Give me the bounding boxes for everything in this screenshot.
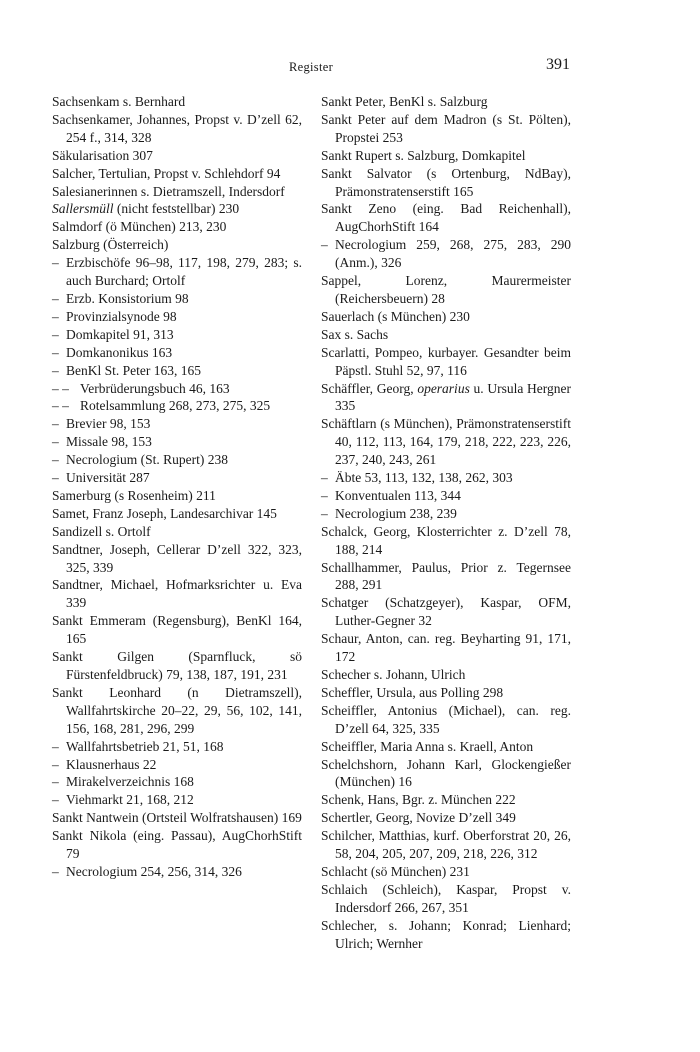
page-number: 391 — [546, 56, 570, 73]
entry-text: Brevier 98, 153 — [66, 416, 151, 432]
entry-text: Schäftlarn (s München), Prämonstratenserstift 40, 112, 113, 164, 179, 218, 222, 223, 226, 237, 240, 243, 261 — [321, 416, 571, 468]
subentry-dash: – — [52, 416, 59, 432]
index-entry — [321, 380, 571, 416]
index-entry — [52, 200, 302, 218]
index-entry — [52, 111, 302, 147]
entry-text: Säkularisation 307 — [52, 147, 153, 163]
index-entry — [52, 165, 302, 183]
entry-text: Schecher s. Johann, Ulrich — [321, 667, 466, 682]
index-entry — [52, 147, 302, 165]
index-column-left — [52, 93, 302, 881]
index-entry — [321, 308, 571, 326]
entry-text: BenKl St. Peter 163, 165 — [66, 362, 201, 378]
subentry-dash: – – — [52, 398, 69, 414]
entry-text: Sappel, Lorenz, Maurermeister (Reichersbeuern) 28 — [321, 273, 571, 306]
entry-text: Sankt Zeno (eing. Bad Reichenhall), AugChorhStift 164 — [321, 201, 571, 235]
entry-text: Konventualen 113, 344 — [335, 487, 461, 503]
entry-text: Universität 287 — [66, 470, 150, 486]
index-entry — [321, 523, 571, 559]
entry-text: Sankt Salvator (s Ortenburg, NdBay), Prämonstratenserstift 165 — [321, 165, 571, 199]
entry-text: Scheffler, Ursula, aus Polling 298 — [321, 684, 504, 700]
index-entry — [52, 469, 302, 487]
subentry-dash: – — [52, 326, 59, 342]
subentry-dash: – – — [52, 380, 69, 396]
entry-text: Schertler, Georg, Novize D’zell 349 — [321, 810, 516, 826]
index-entry — [321, 200, 571, 236]
index-entry — [321, 630, 571, 666]
subentry-dash: – — [52, 362, 59, 378]
index-entry — [321, 165, 571, 201]
index-entry — [52, 791, 302, 809]
index-entry — [321, 881, 571, 917]
index-entry — [52, 541, 302, 577]
index-entry — [52, 236, 302, 254]
entry-text: Salzburg (Österreich) — [52, 237, 169, 253]
index-entry — [321, 326, 571, 344]
entry-text: Sandtner, Joseph, Cellerar D’zell 322, 323, 325, 339 — [52, 541, 302, 575]
index-entry — [52, 308, 302, 326]
entry-italic-term: Sallersmüll — [52, 201, 114, 217]
entry-text: Sandtner, Michael, Hofmarksrichter u. Eva 339 — [52, 577, 302, 611]
entry-text: Schlacht (sö München) 231 — [321, 863, 470, 879]
subentry-dash: – — [321, 237, 328, 253]
running-head-title: Register — [288, 60, 334, 74]
index-entry — [52, 362, 302, 380]
entry-text: Salmdorf (ö München) 213, 230 — [52, 219, 227, 235]
index-entry — [52, 451, 302, 469]
index-entry — [321, 236, 571, 272]
subentry-dash: – — [52, 344, 59, 360]
entry-text: Schlecher, s. Johann; Konrad; Lienhard; Ulrich; Wernher — [321, 917, 571, 951]
subentry-dash: – — [52, 863, 59, 879]
index-entry — [52, 612, 302, 648]
index-entry — [52, 684, 302, 738]
index-entry — [52, 648, 302, 684]
index-entry — [321, 791, 571, 809]
index-entry — [52, 809, 302, 827]
entry-text: Domkapitel 91, 313 — [66, 326, 174, 342]
entry-text: Schenk, Hans, Bgr. z. München 222 — [321, 792, 516, 808]
entry-text: Viehmarkt 21, 168, 212 — [66, 792, 194, 808]
subentry-dash: – — [52, 756, 59, 772]
entry-text: Sankt Emmeram (Regensburg), BenKl 164, 165 — [52, 613, 302, 647]
entry-text: Schelchshorn, Johann Karl, Glockengießer (München) 16 — [321, 756, 571, 790]
index-entry — [321, 756, 571, 792]
entry-text: Missale 98, 153 — [66, 434, 152, 450]
index-entry — [321, 809, 571, 827]
index-entry — [52, 523, 302, 541]
index-entry — [321, 469, 571, 487]
subentry-dash: – — [52, 255, 59, 271]
entry-text: Sankt Peter auf dem Madron (s St. Pölten), Propstei 253 — [321, 111, 571, 145]
entry-text: Necrologium 254, 256, 314, 326 — [66, 863, 242, 879]
index-entry — [52, 756, 302, 774]
index-entry — [52, 218, 302, 236]
index-entry — [321, 738, 571, 756]
index-entry — [52, 773, 302, 791]
index-entry — [52, 487, 302, 505]
index-column-right — [321, 93, 571, 953]
entry-text: Schalck, Georg, Klosterrichter z. D’zell 78, 188, 214 — [321, 523, 571, 557]
index-entry — [321, 594, 571, 630]
index-entry — [321, 344, 571, 380]
index-entry — [52, 415, 302, 433]
subentry-dash: – — [52, 290, 59, 306]
entry-text: Wallfahrtsbetrieb 21, 51, 168 — [66, 738, 224, 754]
entry-text: Samet, Franz Joseph, Landesarchivar 145 — [52, 505, 277, 521]
entry-text: Sankt Rupert s. Salzburg, Domkapitel — [321, 147, 526, 163]
entry-text: Sauerlach (s München) 230 — [321, 308, 470, 324]
index-entry — [321, 111, 571, 147]
entry-text: Schilcher, Matthias, kurf. Oberforstrat 20, 26, 58, 204, 205, 207, 209, 218, 226, 312 — [321, 828, 571, 862]
index-entry — [52, 183, 302, 201]
entry-text: Verbrüderungsbuch 46, 163 — [80, 380, 230, 396]
entry-text: Domkanonikus 163 — [66, 344, 173, 360]
index-entry — [52, 738, 302, 756]
subentry-dash: – — [52, 308, 59, 324]
index-entry — [321, 272, 571, 308]
index-entry — [321, 702, 571, 738]
index-entry — [321, 93, 571, 111]
index-entry — [321, 863, 571, 881]
index-entry — [52, 380, 302, 398]
entry-text: Provinzialsynode 98 — [66, 308, 177, 324]
entry-text: Äbte 53, 113, 132, 138, 262, 303 — [335, 470, 513, 486]
subentry-dash: – — [321, 470, 328, 486]
index-entry — [321, 917, 571, 953]
entry-text: Salesianerinnen s. Dietramszell, Indersdorf — [52, 183, 285, 199]
index-entry — [52, 344, 302, 362]
entry-text: Scheiffler, Antonius (Michael), can. reg. D’zell 64, 325, 335 — [321, 702, 571, 736]
index-entry — [52, 433, 302, 451]
index-entry — [52, 254, 302, 290]
entry-text: Sachsenkam s. Bernhard — [52, 94, 186, 109]
entry-text: Schatger (Schatzgeyer), Kaspar, OFM, Luther-Gegner 32 — [321, 595, 571, 629]
subentry-dash: – — [321, 487, 328, 503]
entry-text: Sankt Leonhard (n Dietramszell), Wallfahrtskirche 20–22, 29, 56, 102, 141, 156, 168, 281, 296, 299 — [52, 684, 302, 736]
index-entry — [52, 827, 302, 863]
subentry-dash: – — [321, 505, 328, 521]
entry-text: Scheiffler, Maria Anna s. Kraell, Anton — [321, 738, 534, 754]
index-entry — [52, 397, 302, 415]
entry-text: Schäffler, Georg, — [321, 380, 418, 396]
index-entry — [52, 505, 302, 523]
entry-text: Sachsenkamer, Johannes, Propst v. D’zell 62, 254 f., 314, 328 — [52, 111, 302, 145]
entry-text: Schlaich (Schleich), Kaspar, Propst v. Indersdorf 266, 267, 351 — [321, 881, 571, 915]
entry-italic-term: operarius — [417, 380, 470, 396]
entry-text: Scarlatti, Pompeo, kurbayer. Gesandter beim Päpstl. Stuhl 52, 97, 116 — [321, 344, 571, 378]
running-head — [52, 58, 570, 78]
index-entry — [321, 559, 571, 595]
index-entry — [52, 326, 302, 344]
index-entry — [52, 576, 302, 612]
subentry-dash: – — [52, 470, 59, 486]
entry-text: Sax s. Sachs — [321, 326, 389, 342]
subentry-dash: – — [52, 434, 59, 450]
entry-text: Necrologium 259, 268, 275, 283, 290 (Anm.), 326 — [335, 237, 571, 271]
index-entry — [52, 93, 302, 111]
index-entry — [52, 290, 302, 308]
entry-text: Necrologium 238, 239 — [335, 505, 457, 521]
index-entry — [321, 487, 571, 505]
entry-text: Klausnerhaus 22 — [66, 756, 157, 772]
entry-text: Sankt Gilgen (Sparnfluck, sö Fürstenfeldbruck) 79, 138, 187, 191, 231 — [52, 649, 302, 682]
entry-text: Sankt Nantwein (Ortsteil Wolfratshausen) 169 — [52, 810, 302, 826]
entry-text: Samerburg (s Rosenheim) 211 — [52, 487, 216, 503]
entry-text: (nicht feststellbar) 230 — [113, 201, 240, 217]
subentry-dash: – — [52, 738, 59, 754]
entry-text: Mirakelverzeichnis 168 — [66, 774, 194, 790]
entry-text: Salcher, Tertulian, Propst v. Schlehdorf 94 — [52, 165, 281, 181]
entry-text: Sankt Nikola (eing. Passau), AugChorhStift 79 — [52, 828, 302, 862]
entry-text: Necrologium (St. Rupert) 238 — [66, 452, 228, 468]
index-entry — [52, 863, 302, 881]
entry-text: u. Ursula Hergner 335 — [335, 380, 571, 414]
index-entry — [321, 684, 571, 702]
entry-text: Erzbischöfe 96–98, 117, 198, 279, 283; s. auch Burchard; Ortolf — [66, 255, 302, 289]
subentry-dash: – — [52, 452, 59, 468]
index-entry — [321, 827, 571, 863]
entry-text: Rotelsammlung 268, 273, 275, 325 — [80, 398, 271, 414]
index-entry — [321, 147, 571, 165]
entry-text: Sandizell s. Ortolf — [52, 523, 151, 539]
subentry-dash: – — [52, 774, 59, 790]
index-entry — [321, 415, 571, 469]
entry-text: Sankt Peter, BenKl s. Salzburg — [321, 94, 488, 109]
entry-text: Schallhammer, Paulus, Prior z. Tegernsee 288, 291 — [321, 559, 571, 593]
index-entry — [321, 505, 571, 523]
entry-text: Schaur, Anton, can. reg. Beyharting 91, 171, 172 — [321, 631, 571, 665]
entry-text: Erzb. Konsistorium 98 — [66, 290, 189, 306]
subentry-dash: – — [52, 792, 59, 808]
index-entry — [321, 666, 571, 684]
